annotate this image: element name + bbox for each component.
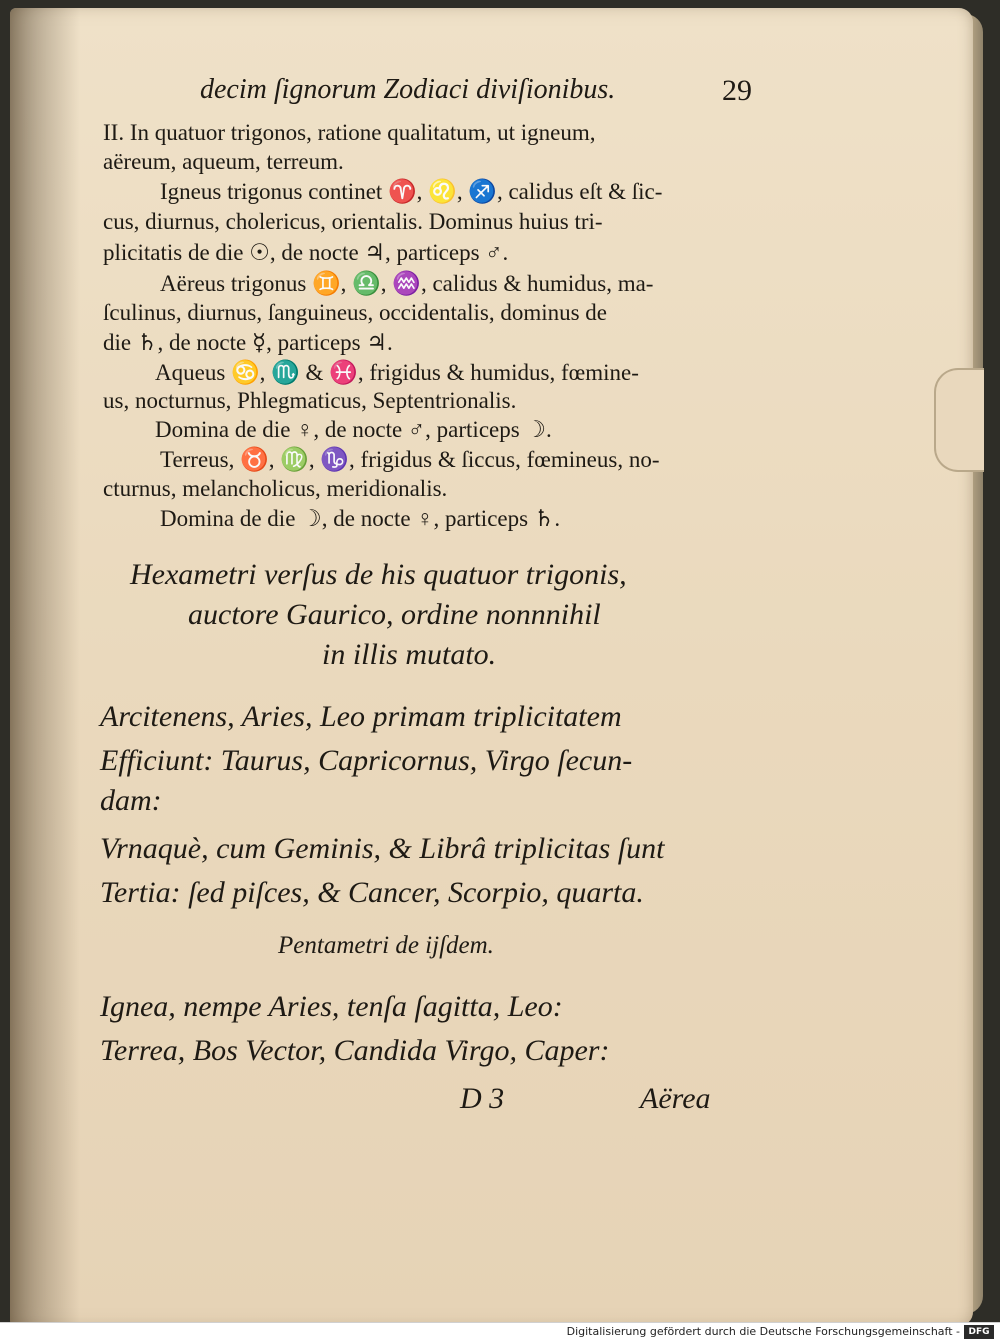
- body-line: us, nocturnus, Phlegmaticus, Septentrionalis.: [103, 388, 517, 413]
- dfg-logo: DFG: [964, 1325, 994, 1339]
- body-line: II. In quatuor trigonos, ratione qualitatum, ut igneum,: [103, 120, 596, 145]
- verse-line: Vrnaquè, cum Geminis, & Librâ triplicitas ſunt: [100, 832, 665, 865]
- page-number: 29: [722, 74, 752, 107]
- verse-line: Efficiunt: Taurus, Capricornus, Virgo ſecun-: [100, 744, 633, 777]
- body-line: Aqueus ♋, ♏ & ♓, frigidus & humidus, fœmine-: [155, 360, 639, 385]
- verse-line: Ignea, nempe Aries, tenſa ſagitta, Leo:: [100, 990, 563, 1023]
- body-line: aëreum, aqueum, terreum.: [103, 149, 344, 174]
- body-line: Aëreus trigonus ♊, ♎, ♒, calidus & humidus, ma-: [160, 271, 654, 296]
- section-heading: auctore Gaurico, ordine nonnnihil: [188, 598, 601, 631]
- catchword: Aërea: [640, 1082, 711, 1115]
- body-line: Domina de die ☽, de nocte ♀, particeps ♄.: [160, 506, 561, 531]
- signature-mark: D 3: [460, 1082, 505, 1115]
- verse-line: Arcitenens, Aries, Leo primam triplicitatem: [100, 700, 622, 733]
- verse-line: Tertia: ſed piſces, & Cancer, Scorpio, quarta.: [100, 876, 644, 909]
- body-line: plicitatis de die ☉, de nocte ♃, particeps ♂.: [103, 240, 509, 265]
- section-heading: in illis mutato.: [322, 638, 497, 671]
- body-line: ſculinus, diurnus, ſanguineus, occidentalis, dominus de: [103, 300, 608, 325]
- body-line: cturnus, melancholicus, meridionalis.: [103, 476, 448, 501]
- running-head-title: decim ſignorum Zodiaci diviſionibus.: [200, 74, 616, 105]
- digitization-footer: [0, 1322, 1000, 1342]
- verse-line: Terrea, Bos Vector, Candida Virgo, Caper:: [100, 1034, 610, 1067]
- body-line: Igneus trigonus continet ♈, ♌, ♐, calidus eſt & ſic-: [160, 179, 663, 204]
- body-line: die ♄, de nocte ☿, particeps ♃.: [103, 330, 393, 355]
- body-line: Terreus, ♉, ♍, ♑, frigidus & ſiccus, fœmineus, no-: [160, 447, 660, 472]
- section-heading: Hexametri verſus de his quatuor trigonis,: [130, 558, 627, 591]
- footer-text: Digitalisierung gefördert durch die Deutsche Forschungsgemeinschaft -: [566, 1325, 960, 1338]
- pentameter-heading: Pentametri de ijſdem.: [278, 932, 494, 959]
- body-line: Domina de die ♀, de nocte ♂, particeps ☽.: [155, 417, 552, 442]
- body-line: cus, diurnus, cholericus, orientalis. Dominus huius tri-: [103, 209, 603, 234]
- verse-line: dam:: [100, 784, 162, 817]
